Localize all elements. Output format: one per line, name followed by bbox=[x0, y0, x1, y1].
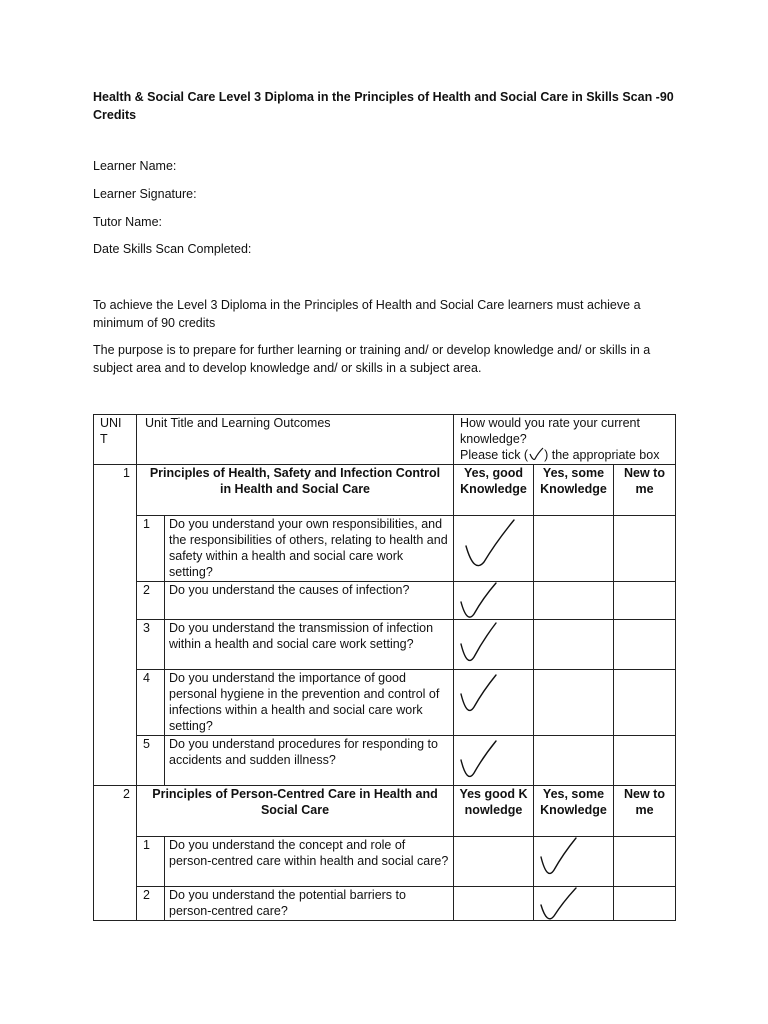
outcome-text: Do you understand the transmission of infection within a health and social care work setting? bbox=[165, 620, 454, 670]
col-yes-some-knowledge: Yes, some Knowledge bbox=[534, 465, 614, 516]
unit-number: 2 bbox=[94, 786, 137, 921]
outcome-row bbox=[94, 670, 676, 736]
check-mark-icon bbox=[462, 518, 518, 570]
rating-cell-some[interactable] bbox=[534, 582, 614, 620]
outcome-row bbox=[94, 887, 676, 921]
rating-cell-new[interactable] bbox=[614, 670, 676, 736]
check-mark-icon bbox=[458, 740, 498, 780]
rating-cell-new[interactable] bbox=[614, 736, 676, 786]
rating-cell-good[interactable] bbox=[454, 736, 534, 786]
rating-cell-some[interactable] bbox=[534, 670, 614, 736]
outcome-text: Do you understand the importance of good personal hygiene in the prevention and control of infections within a health and social care work setting? bbox=[165, 670, 454, 736]
unit-header: UNIT bbox=[94, 415, 137, 465]
check-mark-icon bbox=[538, 887, 578, 921]
col-new-to-me: New to me bbox=[614, 786, 676, 837]
outcome-row bbox=[94, 837, 676, 887]
rating-cell-good[interactable] bbox=[454, 582, 534, 620]
learner-name-label: Learner Name: bbox=[93, 159, 177, 173]
document-title: Health & Social Care Level 3 Diploma in the Principles of Health and Social Care in Skills Scan -90 Credits bbox=[93, 90, 674, 122]
title-header: Unit Title and Learning Outcomes bbox=[137, 415, 454, 465]
rating-cell-new[interactable] bbox=[614, 620, 676, 670]
rating-instruction: Please tick ( ) the appropriate box bbox=[460, 448, 660, 462]
rating-header bbox=[454, 415, 676, 465]
unit-row bbox=[94, 786, 676, 837]
outcome-text: Do you understand procedures for responding to accidents and sudden illness? bbox=[165, 736, 454, 786]
col-yes-good-knowledge: Yes, good Knowledge bbox=[454, 465, 534, 516]
rating-cell-some[interactable] bbox=[534, 620, 614, 670]
col-yes-good-knowledge: Yes good Knowledge bbox=[454, 786, 534, 837]
rating-cell-good[interactable] bbox=[454, 620, 534, 670]
rating-question: How would you rate your current knowledge? bbox=[460, 416, 640, 446]
check-mark-icon bbox=[538, 837, 578, 877]
rating-cell-some[interactable] bbox=[534, 516, 614, 582]
outcome-text: Do you understand the concept and role of person-centred care within health and social care? bbox=[165, 837, 454, 887]
table-header-row bbox=[94, 415, 676, 465]
rating-cell-good[interactable] bbox=[454, 887, 534, 921]
date-completed-label: Date Skills Scan Completed: bbox=[93, 242, 252, 256]
rating-cell-good[interactable] bbox=[454, 670, 534, 736]
learner-signature-label: Learner Signature: bbox=[93, 187, 197, 201]
outcome-number: 2 bbox=[137, 582, 165, 620]
outcome-number: 5 bbox=[137, 736, 165, 786]
outcome-number: 1 bbox=[137, 837, 165, 887]
outcome-row bbox=[94, 620, 676, 670]
outcome-number: 4 bbox=[137, 670, 165, 736]
skills-scan-table bbox=[93, 414, 676, 921]
unit-title: Principles of Person-Centred Care in Health and Social Care bbox=[137, 786, 454, 837]
col-yes-some-knowledge: Yes, some Knowledge bbox=[534, 786, 614, 837]
outcome-number: 2 bbox=[137, 887, 165, 921]
outcome-number: 1 bbox=[137, 516, 165, 582]
rating-cell-new[interactable] bbox=[614, 887, 676, 921]
check-mark-icon bbox=[458, 582, 498, 620]
rating-cell-new[interactable] bbox=[614, 516, 676, 582]
rating-cell-some[interactable] bbox=[534, 887, 614, 921]
rating-cell-new[interactable] bbox=[614, 582, 676, 620]
outcome-text: Do you understand your own responsibilities, and the responsibilities of others, relating to health and safety within a health and social care work setting? bbox=[165, 516, 454, 582]
purpose-paragraph: The purpose is to prepare for further learning or training and/ or develop knowledge and/ or skills in a subject area and to develop knowledge and/ or skills in a subject area. bbox=[93, 343, 651, 375]
rating-cell-some[interactable] bbox=[534, 837, 614, 887]
check-mark-icon bbox=[458, 622, 498, 664]
unit-number: 1 bbox=[94, 465, 137, 786]
outcome-row bbox=[94, 736, 676, 786]
check-mark-icon bbox=[458, 674, 498, 714]
unit-row bbox=[94, 465, 676, 516]
tutor-name-label: Tutor Name: bbox=[93, 215, 163, 229]
check-mark-icon bbox=[528, 447, 544, 461]
rating-cell-good[interactable] bbox=[454, 516, 534, 582]
outcome-text: Do you understand the causes of infection? bbox=[165, 582, 454, 620]
rating-cell-new[interactable] bbox=[614, 837, 676, 887]
outcome-row bbox=[94, 516, 676, 582]
rating-cell-some[interactable] bbox=[534, 736, 614, 786]
outcome-text: Do you understand the potential barriers to person-centred care? bbox=[165, 887, 454, 921]
col-new-to-me: New to me bbox=[614, 465, 676, 516]
outcome-row bbox=[94, 582, 676, 620]
rating-cell-good[interactable] bbox=[454, 837, 534, 887]
outcome-number: 3 bbox=[137, 620, 165, 670]
unit-title: Principles of Health, Safety and Infection Control in Health and Social Care bbox=[137, 465, 454, 516]
requirement-paragraph: To achieve the Level 3 Diploma in the Principles of Health and Social Care learners must achieve a minimum of 90 credits bbox=[93, 298, 641, 330]
